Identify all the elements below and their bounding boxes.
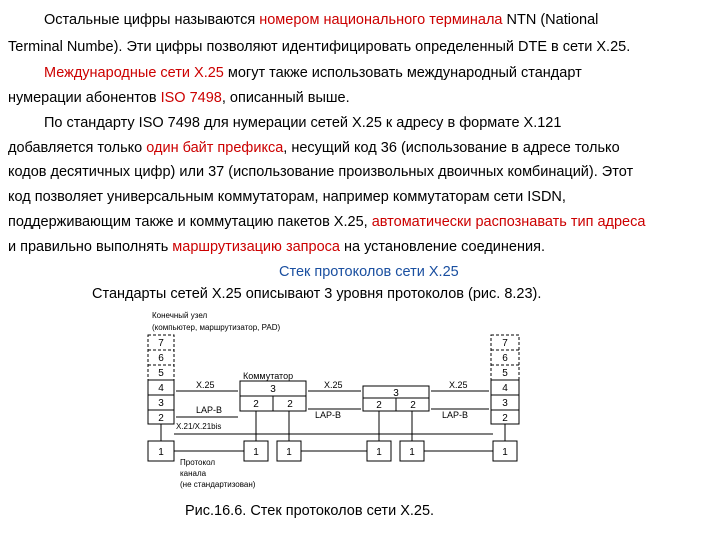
text-span: NTN (National (502, 12, 599, 28)
text-span: кодов десятичных цифр) или 37 (использование произвольных двоичных комбинаций). Этот (8, 164, 634, 180)
left-layer-3: 3 (158, 398, 164, 409)
lapb-label-1: LAP-B (196, 405, 223, 415)
physical-channel (174, 434, 493, 451)
highlighted-term: один байт префикса (146, 140, 284, 156)
lapb-label-3: LAP-B (442, 410, 469, 420)
intro-text: Стандарты сетей X.25 описывают 3 уровня протоколов (рис. 8.23). (92, 286, 542, 302)
highlighted-term: автоматически распознавать тип адреса (371, 214, 646, 230)
left-layer-6: 6 (158, 353, 164, 364)
svg-text:2: 2 (410, 400, 416, 411)
x25-label-2: X.25 (324, 380, 343, 390)
svg-text:2: 2 (287, 399, 293, 410)
svg-text:2: 2 (253, 399, 259, 410)
svg-text:3: 3 (393, 388, 399, 399)
end-node-label: Конечный узел (152, 311, 208, 320)
left-stack (148, 335, 174, 461)
lapb-label-2: LAP-B (315, 410, 342, 420)
x25-label-1: X.25 (196, 380, 215, 390)
left-layer-2: 2 (158, 413, 164, 424)
section-title: Стек протоколов сети X.25 (279, 264, 459, 280)
right-layer-3: 3 (502, 398, 508, 409)
right-layer-4: 4 (502, 383, 508, 394)
text-span: добавляется только (8, 140, 147, 156)
svg-text:1: 1 (253, 447, 259, 458)
left-layer-5: 5 (158, 368, 164, 379)
switch-2 (363, 386, 429, 461)
svg-text:1: 1 (376, 447, 382, 458)
text-span: могут также использовать международный стандарт (223, 65, 582, 81)
switch-1 (240, 381, 306, 461)
highlighted-term: номером национального терминала (259, 12, 503, 28)
right-layer-7: 7 (502, 338, 508, 349)
right-layer-5: 5 (502, 368, 508, 379)
channel-protocol-label-2: канала (180, 469, 207, 478)
left-layer-7: 7 (158, 338, 164, 349)
right-layer-2: 2 (502, 413, 508, 424)
end-node-sublabel: (компьютер, маршрутизатор, PAD) (152, 323, 281, 332)
highlighted-term: маршрутизацию запроса (172, 239, 340, 255)
svg-text:1: 1 (409, 447, 415, 458)
text-span: нумерации абонентов (8, 90, 161, 106)
svg-text:1: 1 (286, 447, 292, 458)
svg-text:3: 3 (270, 384, 276, 395)
right-layer-1: 1 (502, 447, 508, 458)
left-layer-1: 1 (158, 447, 164, 458)
text-span: поддерживающим также и коммутацию пакетов X.25, (8, 214, 372, 230)
channel-protocol-label-3: (не стандартизован) (180, 480, 256, 489)
svg-text:2: 2 (376, 400, 382, 411)
left-layer-4: 4 (158, 383, 164, 394)
text-span: код позволяет универсальным коммутаторам, например коммутаторам сети ISDN, (8, 189, 566, 205)
figure-caption: Рис.16.6. Стек протоколов сети X.25. (185, 503, 435, 519)
text-span: , описанный выше. (221, 90, 350, 106)
channel-protocol-label: Протокол (180, 458, 216, 467)
x21-label: X.21/X.21bis (176, 422, 222, 431)
x25-label-3: X.25 (449, 380, 468, 390)
highlighted-term: Международные сети X.25 (44, 65, 224, 81)
right-layer-6: 6 (502, 353, 508, 364)
text-span: , несущий код 36 (использование в адресе только (283, 140, 620, 156)
text-span: Остальные цифры называются (44, 12, 260, 28)
switch-label: Коммутатор (243, 371, 294, 381)
text-span: По стандарту ISO 7498 для нумерации сетей X.25 к адресу в формате X.121 (44, 115, 562, 131)
highlighted-term: ISO 7498 (160, 90, 222, 106)
text-span: на установление соединения. (339, 239, 545, 255)
text-span: Terminal Numbe). Эти цифры позволяют идентифицировать определенный DTE в сети X.25. (8, 39, 631, 55)
text-span: и правильно выполнять (8, 239, 173, 255)
right-stack (491, 335, 519, 461)
